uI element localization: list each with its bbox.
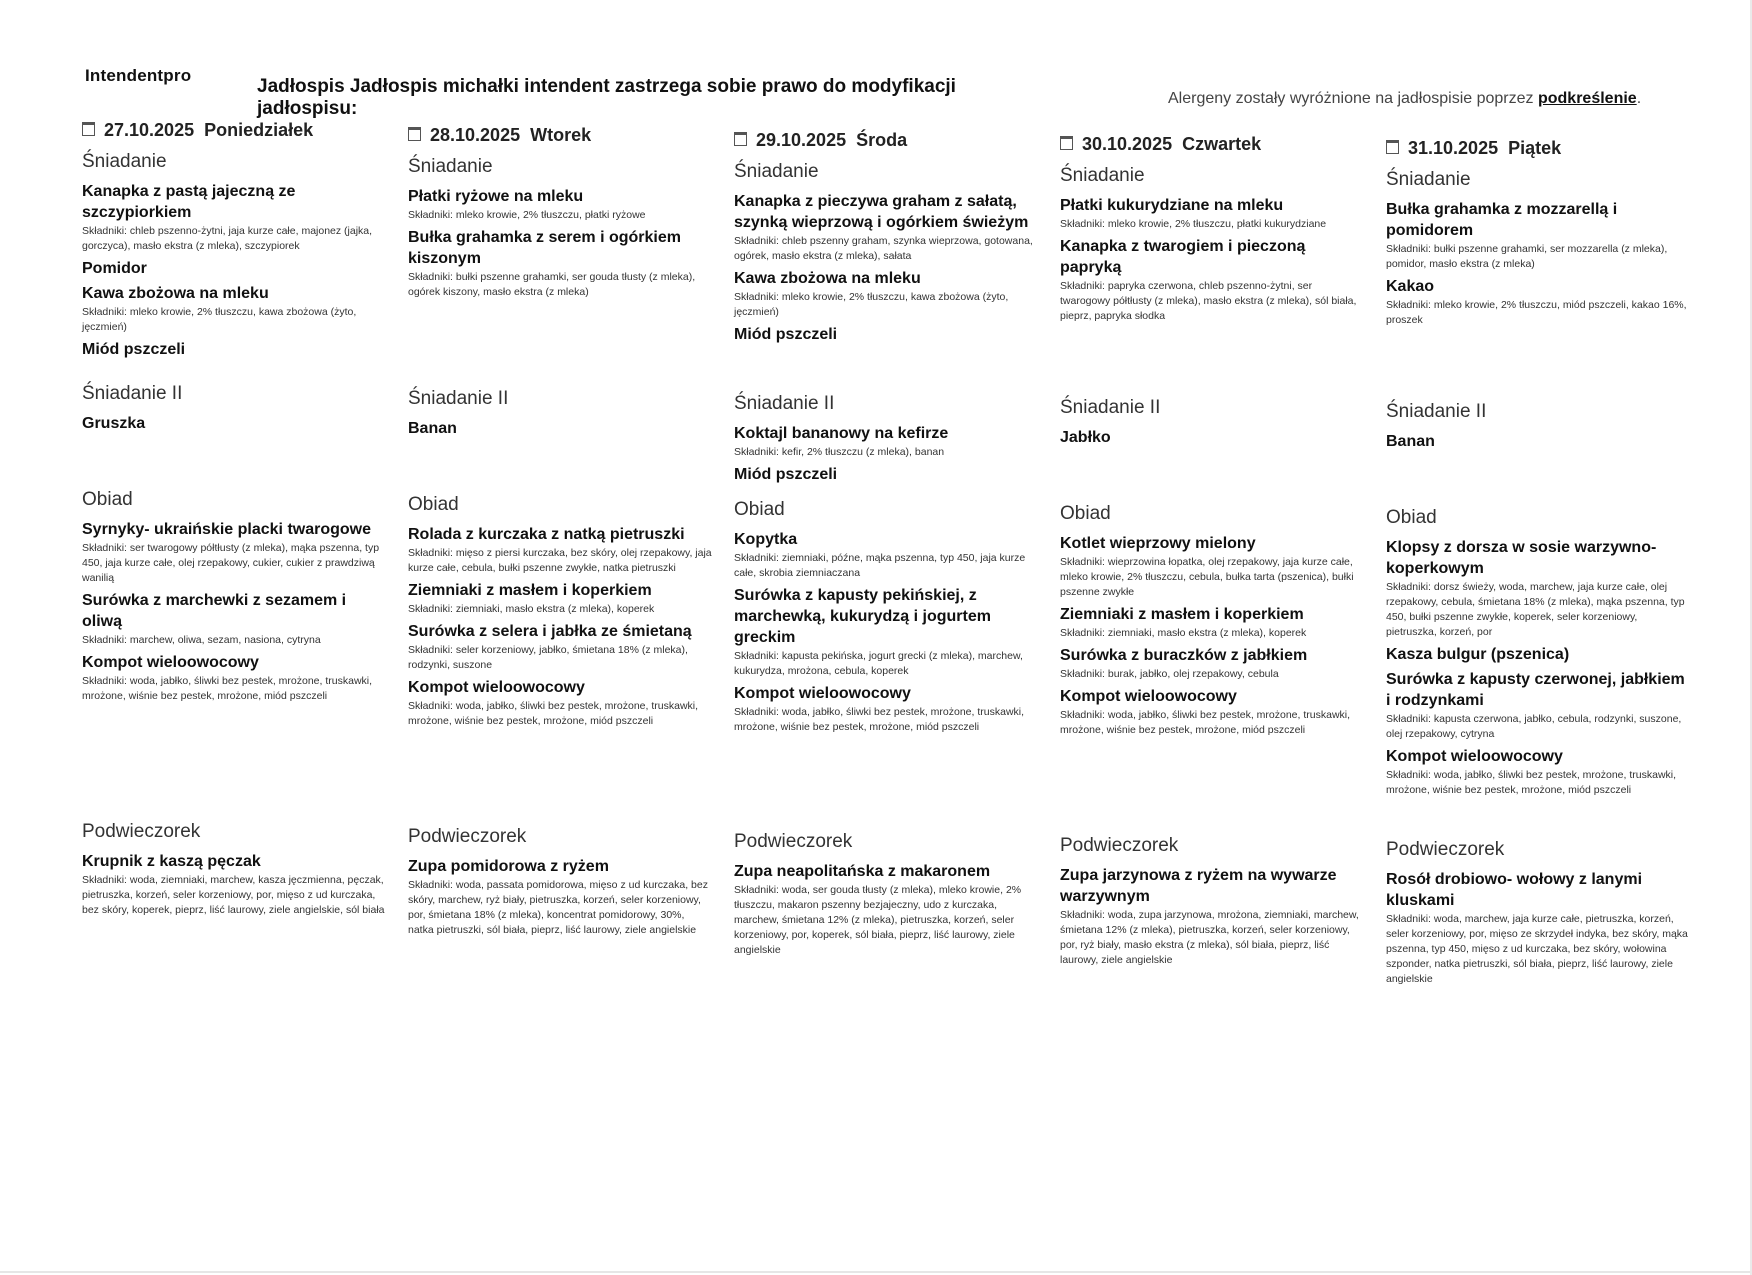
dish-item <box>408 856 713 938</box>
dish-item <box>408 418 713 439</box>
meal-label: Śniadanie II <box>82 383 183 404</box>
dish-ingredients: Składniki: kapusta czerwona, jabłko, cebula, rodzynki, suszone, olej rzepakowy, cytryna <box>1386 713 1682 740</box>
day-header <box>734 130 1039 151</box>
meal-label: Obiad <box>82 489 133 510</box>
dish-ingredients: Składniki: burak, jabłko, olej rzepakowy, cebula <box>1060 668 1279 680</box>
dish-item <box>1386 869 1691 987</box>
day-column <box>734 130 1039 1005</box>
dish-name: Kawa zbożowa na mleku <box>734 270 921 287</box>
meal-label: Podwieczorek <box>408 826 527 847</box>
dish-name: Kanapka z twarogiem i pieczoną papryką <box>1060 238 1306 276</box>
dish-ingredients: Składniki: woda, jabłko, śliwki bez pestek, mrożone, truskawki, mrożone, wiśnie bez pestek, mrożone, miód pszczeli <box>1060 709 1351 736</box>
meal-label: Śniadanie II <box>1060 397 1161 418</box>
meal-section <box>1386 401 1691 493</box>
meal-label: Podwieczorek <box>82 821 201 842</box>
dish-item <box>82 283 387 335</box>
dish-name: Klopsy z dorsza w sosie warzywno-koperkowym <box>1386 539 1657 577</box>
meal-section <box>82 489 387 807</box>
dish-name: Kompot wieloowocowy <box>1386 748 1563 765</box>
dish-name: Płatki ryżowe na mleku <box>408 188 584 205</box>
dish-item <box>734 423 1039 460</box>
dish-name: Kawa zbożowa na mleku <box>82 285 269 302</box>
meal-section <box>734 161 1039 379</box>
dish-ingredients: Składniki: seler korzeniowy, jabłko, śmietana 18% (z mleka), rodzynki, suszone <box>408 644 688 671</box>
scan-edge <box>0 1271 1752 1273</box>
dish-ingredients: Składniki: mięso z piersi kurczaka, bez skóry, olej rzepakowy, jaja kurze całe, cebula, bułki pszenne zwykłe, natka pietruszki <box>408 547 712 574</box>
calendar-icon <box>408 127 421 141</box>
day-date: 29.10.2025 <box>756 130 847 150</box>
dish-name: Syrnyky- ukraińskie placki twarogowe <box>82 521 372 538</box>
dish-item <box>408 227 713 300</box>
dish-ingredients: Składniki: woda, ser gouda tłusty (z mleka), mleko krowie, 2% tłuszczu, makaron pszenny bezjajeczny, udo z kurczaka, marchew, śmietana 12% (z mleka), pietruszka, korzeń, seler korzeniowy, por, koperek, sól biała, pieprz, liść laurowy, ziele angielskie <box>734 884 1022 956</box>
meal-section <box>734 393 1039 485</box>
dish-name: Rolada z kurczaka z natką pietruszki <box>408 526 685 543</box>
meal-section <box>1060 397 1365 489</box>
dish-name: Ziemniaki z masłem i koperkiem <box>1060 606 1304 623</box>
dish-ingredients: Składniki: mleko krowie, 2% tłuszczu, miód pszczeli, kakao 16%, proszek <box>1386 299 1687 326</box>
dish-item <box>1060 427 1365 448</box>
dish-name: Krupnik z kaszą pęczak <box>82 853 261 870</box>
dish-item <box>1060 686 1365 738</box>
day-date: 28.10.2025 <box>430 125 521 145</box>
dish-item <box>734 861 1039 958</box>
day-weekday: Środa <box>856 130 908 150</box>
dish-name: Miód pszczeli <box>82 341 186 358</box>
brand-name: Intendentpro <box>85 66 192 85</box>
dish-item <box>1060 865 1365 968</box>
dish-name: Surówka z kapusty pekińskiej, z marchewką, kukurydzą i jogurtem greckim <box>734 587 991 646</box>
meal-section <box>408 494 713 812</box>
page-title: Jadłospis Jadłospis michałki intendent zastrzega sobie prawo do modyfikacji jadłospisu: <box>257 76 956 119</box>
dish-name: Surówka z kapusty czerwonej, jabłkiem i rodzynkami <box>1386 671 1685 709</box>
dish-name: Rosół drobiowo- wołowy z lanymi kluskami <box>1386 871 1643 909</box>
dish-name: Płatki kukurydziane na mleku <box>1060 197 1284 214</box>
dish-item <box>734 191 1039 264</box>
dish-name: Kanapka z pieczywa graham z sałatą, szynką wieprzową i ogórkiem świeżym <box>734 193 1029 231</box>
dish-name: Gruszka <box>82 415 146 432</box>
meal-label: Śniadanie II <box>1386 401 1487 422</box>
allergen-legend <box>1168 90 1641 108</box>
day-header <box>408 125 713 146</box>
dish-item <box>734 268 1039 320</box>
dish-name: Pomidor <box>82 260 147 277</box>
meal-label: Śniadanie <box>408 156 493 177</box>
day-column <box>1060 134 1365 1009</box>
dish-ingredients: Składniki: marchew, oliwa, sezam, nasiona, cytryna <box>82 634 321 646</box>
meal-label: Obiad <box>734 499 785 520</box>
dish-item <box>1060 645 1365 682</box>
dish-name: Kanapka z pastą jajeczną ze szczypiorkiem <box>82 183 296 221</box>
meal-label: Śniadanie <box>1386 169 1471 190</box>
dish-item <box>408 186 713 223</box>
dish-ingredients: Składniki: ziemniaki, masło ekstra (z mleka), koperek <box>1060 627 1307 639</box>
meal-label: Śniadanie <box>1060 165 1145 186</box>
dish-name: Banan <box>408 420 457 437</box>
meal-label: Obiad <box>1060 503 1111 524</box>
calendar-icon <box>1060 136 1073 150</box>
dish-item <box>82 181 387 254</box>
meal-section <box>408 156 713 374</box>
dish-name: Koktajl bananowy na kefirze <box>734 425 949 442</box>
meal-section <box>408 388 713 480</box>
meal-section <box>1060 503 1365 821</box>
day-header <box>1060 134 1365 155</box>
meal-section <box>1386 507 1691 825</box>
dish-item <box>82 590 387 648</box>
day-weekday: Piątek <box>1508 138 1562 158</box>
dish-name: Bułka grahamka z serem i ogórkiem kiszonym <box>408 229 681 267</box>
day-header <box>82 120 387 141</box>
dish-item <box>734 585 1039 679</box>
dish-item <box>1060 533 1365 600</box>
dish-item <box>734 529 1039 581</box>
meal-label: Śniadanie <box>734 161 819 182</box>
dish-name: Miód pszczeli <box>734 326 838 343</box>
dish-ingredients: Składniki: bułki pszenne grahamki, ser gouda tłusty (z mleka), ogórek kiszony, masło ekstra (z mleka) <box>408 271 696 298</box>
dish-item <box>1386 644 1691 665</box>
meal-section <box>1060 165 1365 383</box>
dish-ingredients: Składniki: ziemniaki, masło ekstra (z mleka), koperek <box>408 603 655 615</box>
day-weekday: Poniedziałek <box>204 120 314 140</box>
meal-section <box>1060 835 1365 995</box>
dish-name: Kakao <box>1386 278 1435 295</box>
dish-name: Surówka z buraczków z jabłkiem <box>1060 647 1308 664</box>
dish-item <box>734 324 1039 345</box>
dish-item <box>82 413 387 434</box>
legend-text: Alergeny zostały wyróżnione na jadłospisie poprzez <box>1168 90 1534 107</box>
meal-label: Obiad <box>1386 507 1437 528</box>
dish-name: Banan <box>1386 433 1435 450</box>
day-date: 31.10.2025 <box>1408 138 1499 158</box>
dish-item <box>1060 604 1365 641</box>
dish-item <box>82 258 387 279</box>
dish-ingredients: Składniki: woda, zupa jarzynowa, mrożona, ziemniaki, marchew, śmietana 12% (z mleka), pietruszka, korzeń, seler korzeniowy, por, ryż biały, masło ekstra (z mleka), sól biała, pieprz, liść laurowy, ziele angielskie <box>1060 909 1359 966</box>
meal-label: Podwieczorek <box>1060 835 1179 856</box>
dish-ingredients: Składniki: woda, marchew, jaja kurze całe, pietruszka, korzeń, seler korzeniowy, por, mięso ze skrzydeł indyka, bez skóry, mąka pszenna, typ 450, mięso z ud kurczaka, bez skóry, wołowina szponder, natka pietruszki, sól biała, pieprz, liść laurowy, ziele angielskie <box>1386 913 1688 985</box>
meal-label: Śniadanie II <box>408 388 509 409</box>
day-column <box>82 120 387 995</box>
dish-name: Zupa neapolitańska z makaronem <box>734 863 991 880</box>
dish-item <box>734 683 1039 735</box>
dish-item <box>408 621 713 673</box>
dish-name: Miód pszczeli <box>734 466 838 483</box>
day-column <box>1386 138 1691 1013</box>
dish-ingredients: Składniki: woda, ziemniaki, marchew, kasza jęczmienna, pęczak, pietruszka, korzeń, seler korzeniowy, por, mięso z ud kurczaka, bez skóry, koperek, pieprz, liść laurowy, ziele angielskie, sól biała <box>82 874 385 916</box>
dish-name: Surówka z marchewki z sezamem i oliwą <box>82 592 347 630</box>
dish-ingredients: Składniki: dorsz świeży, woda, marchew, jaja kurze całe, olej rzepakowy, cebula, śmietana 18% (z mleka), mąka pszenna, typ 450, bułki pszenne zwykłe, koperek, seler korzeniowy, pietruszka, korzeń, por <box>1386 581 1685 638</box>
dish-ingredients: Składniki: kapusta pekińska, jogurt grecki (z mleka), marchew, kukurydza, mrożona, cebula, koperek <box>734 650 1023 677</box>
dish-ingredients: Składniki: mleko krowie, 2% tłuszczu, płatki kukurydziane <box>1060 218 1327 230</box>
dish-item <box>1060 195 1365 232</box>
dish-ingredients: Składniki: woda, passata pomidorowa, mięso z ud kurczaka, bez skóry, marchew, ryż biały, pietruszka, korzeń, seler korzeniowy, por, śmietana 18% (z mleka), koncentrat pomidorowy, 30%, natka pietruszki, sól biała, pieprz, liść laurowy, ziele angielskie <box>408 879 708 936</box>
day-column <box>408 125 713 1000</box>
dish-item <box>408 524 713 576</box>
meal-label: Śniadanie II <box>734 393 835 414</box>
dish-ingredients: Składniki: woda, jabłko, śliwki bez pestek, mrożone, truskawki, mrożone, wiśnie bez pestek, mrożone, miód pszczeli <box>408 700 699 727</box>
meal-section <box>82 151 387 369</box>
day-weekday: Czwartek <box>1182 134 1262 154</box>
day-date: 30.10.2025 <box>1082 134 1173 154</box>
dish-ingredients: Składniki: kefir, 2% tłuszczu (z mleka), banan <box>734 446 945 458</box>
dish-ingredients: Składniki: woda, jabłko, śliwki bez pestek, mrożone, truskawki, mrożone, wiśnie bez pestek, mrożone, miód pszczeli <box>1386 769 1677 796</box>
dish-ingredients: Składniki: papryka czerwona, chleb pszenno-żytni, ser twarogowy półtłusty (z mleka), masło ekstra (z mleka), sól biała, pieprz, papryka słodka <box>1060 280 1357 322</box>
dish-ingredients: Składniki: ziemniaki, późne, mąka pszenna, typ 450, jaja kurze całe, skrobia ziemniaczana <box>734 552 1026 579</box>
dish-item <box>408 677 713 729</box>
dish-item <box>1386 276 1691 328</box>
dish-item <box>1386 746 1691 798</box>
calendar-icon <box>734 132 747 146</box>
legend-emphasis: podkreślenie <box>1537 90 1637 107</box>
calendar-icon <box>1386 140 1399 154</box>
day-header <box>1386 138 1691 159</box>
meal-section <box>734 499 1039 817</box>
dish-name: Kotlet wieprzowy mielony <box>1060 535 1256 552</box>
dish-item <box>1060 236 1365 324</box>
meal-section <box>82 821 387 981</box>
dish-name: Surówka z selera i jabłka ze śmietaną <box>408 623 692 640</box>
meal-label: Podwieczorek <box>1386 839 1505 860</box>
dish-item <box>82 339 387 360</box>
dish-name: Kompot wieloowocowy <box>408 679 585 696</box>
dish-name: Jabłko <box>1060 429 1111 446</box>
dish-ingredients: Składniki: mleko krowie, 2% tłuszczu, kawa zbożowa (żyto, jęczmień) <box>82 306 357 333</box>
dish-name: Kompot wieloowocowy <box>1060 688 1237 705</box>
dish-name: Zupa pomidorowa z ryżem <box>408 858 609 875</box>
meal-section <box>734 831 1039 991</box>
dish-ingredients: Składniki: ser twarogowy półtłusty (z mleka), mąka pszenna, typ 450, jaja kurze całe, olej rzepakowy, cukier, cukier z prawdziwą wanilią <box>82 542 380 584</box>
dish-item <box>1386 199 1691 272</box>
dish-item <box>1386 669 1691 742</box>
dish-item <box>82 652 387 704</box>
dish-ingredients: Składniki: chleb pszenno-żytni, jaja kurze całe, majonez (jajka, gorczyca), masło ekstra (z mleka), szczypiorek <box>82 225 373 252</box>
dish-item <box>408 580 713 617</box>
dish-ingredients: Składniki: woda, jabłko, śliwki bez pestek, mrożone, truskawki, mrożone, wiśnie bez pestek, mrożone, miód pszczeli <box>82 675 373 702</box>
meal-section <box>82 383 387 475</box>
legend-end: . <box>1636 90 1642 107</box>
dish-item <box>1386 537 1691 640</box>
dish-item <box>82 519 387 586</box>
dish-ingredients: Składniki: chleb pszenny graham, szynka wieprzowa, gotowana, ogórek, masło ekstra (z mleka), sałata <box>734 235 1033 262</box>
meal-label: Śniadanie <box>82 151 167 172</box>
dish-name: Kasza bulgur (pszenica) <box>1386 646 1570 663</box>
dish-name: Kompot wieloowocowy <box>82 654 259 671</box>
dish-item <box>734 464 1039 485</box>
dish-ingredients: Składniki: bułki pszenne grahamki, ser mozzarella (z mleka), pomidor, masło ekstra (z mleka) <box>1386 243 1668 270</box>
dish-item <box>82 851 387 918</box>
dish-ingredients: Składniki: mleko krowie, 2% tłuszczu, płatki ryżowe <box>408 209 646 221</box>
day-weekday: Wtorek <box>530 125 592 145</box>
dish-name: Kompot wieloowocowy <box>734 685 911 702</box>
day-date: 27.10.2025 <box>104 120 195 140</box>
meal-section <box>1386 169 1691 387</box>
meal-section <box>408 826 713 986</box>
dish-name: Ziemniaki z masłem i koperkiem <box>408 582 652 599</box>
dish-ingredients: Składniki: wieprzowina łopatka, olej rzepakowy, jaja kurze całe, mleko krowie, 2% tłuszczu, cebula, bułka tarta (pszenica), bułki pszenne zwykłe <box>1060 556 1354 598</box>
meal-label: Obiad <box>408 494 459 515</box>
dish-item <box>1386 431 1691 452</box>
dish-ingredients: Składniki: woda, jabłko, śliwki bez pestek, mrożone, truskawki, mrożone, wiśnie bez pestek, mrożone, miód pszczeli <box>734 706 1025 733</box>
dish-name: Bułka grahamka z mozzarellą i pomidorem <box>1386 201 1618 239</box>
meal-section <box>1386 839 1691 999</box>
meal-label: Podwieczorek <box>734 831 853 852</box>
dish-name: Zupa jarzynowa z ryżem na wywarze warzywnym <box>1060 867 1337 905</box>
dish-ingredients: Składniki: mleko krowie, 2% tłuszczu, kawa zbożowa (żyto, jęczmień) <box>734 291 1009 318</box>
calendar-icon <box>82 122 95 136</box>
dish-name: Kopytka <box>734 531 798 548</box>
